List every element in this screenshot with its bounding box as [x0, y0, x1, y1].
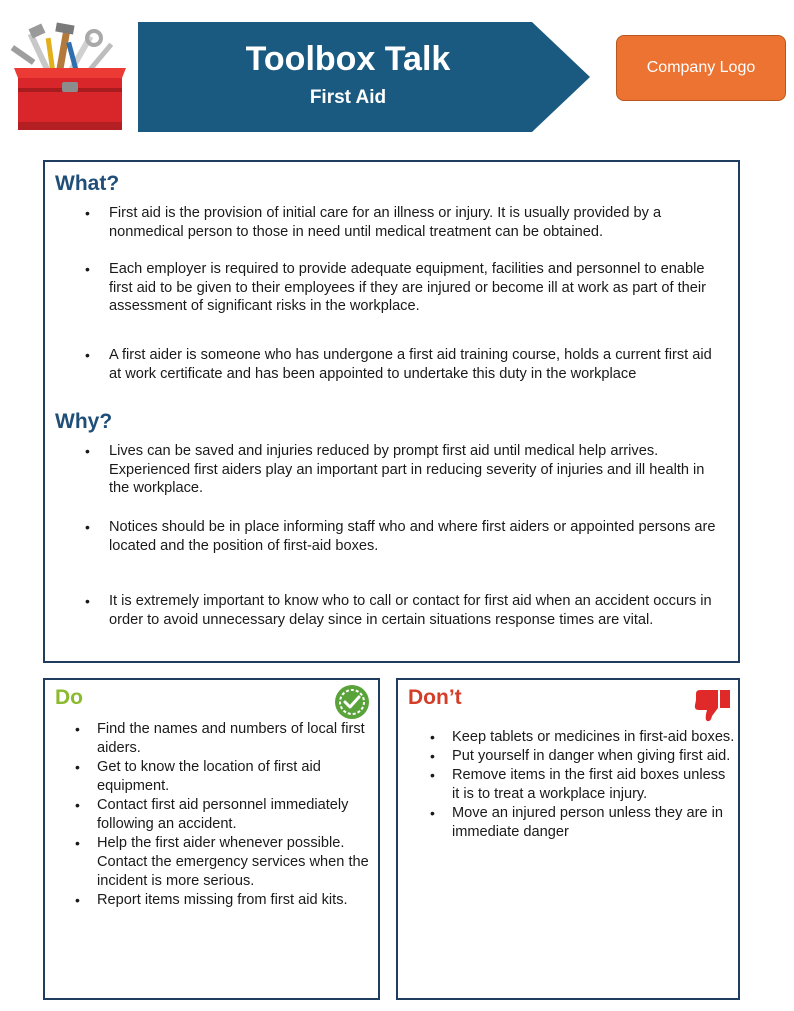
list-item: • Notices should be in place informing staff who and where first aiders or appointed persons are located and the position of first-aid boxes.	[85, 519, 716, 554]
list-item: • Get to know the location of first aid equipment.	[75, 759, 321, 794]
list-item: • Put yourself in danger when giving first aid.	[430, 748, 731, 764]
list-item: • Report items missing from first aid kits.	[75, 892, 348, 908]
do-section	[43, 678, 380, 1000]
bullet-icon: •	[430, 805, 435, 821]
bullet-icon: •	[85, 205, 90, 221]
page-title: Toolbox Talk	[245, 40, 451, 78]
do-heading: Do	[55, 686, 83, 709]
list-item: • Each employer is required to provide adequate equipment, facilities and personnel to enable first aid to be given to their employees if they are injured or become ill at work as part of their assessment of significant risks in the workplace.	[85, 261, 707, 314]
list-item: • A first aider is someone who has undergone a first aid training course, holds a current first aid at work certificate and has been appointed to undertake this duty in the workplace	[85, 347, 712, 382]
bullet-icon: •	[85, 519, 90, 535]
bullet-icon: •	[85, 347, 90, 363]
dont-section	[396, 678, 740, 1000]
why-heading: Why?	[55, 410, 113, 433]
dont-list	[426, 728, 736, 842]
list-item: • Help the first aider whenever possible. Contact the emergency services when the incident is more serious.	[75, 835, 369, 889]
bullet-icon: •	[430, 767, 435, 783]
bullet-icon: •	[75, 835, 80, 851]
thumbs-down-icon	[692, 686, 732, 726]
bullet-icon: •	[75, 759, 80, 775]
bullet-icon: •	[85, 261, 90, 277]
bullet-icon: •	[85, 593, 90, 609]
list-item: • Remove items in the first aid boxes unless it is to treat a workplace injury.	[430, 767, 726, 802]
bullet-icon: •	[75, 892, 80, 908]
bullet-icon: •	[430, 748, 435, 764]
title-banner	[138, 22, 590, 132]
what-why-section	[43, 160, 740, 663]
list-item: • Find the names and numbers of local first aiders.	[75, 721, 365, 756]
bullet-icon: •	[85, 443, 90, 459]
what-heading: What?	[55, 172, 120, 195]
dont-heading: Don’t	[408, 686, 462, 709]
check-circle-icon	[334, 684, 370, 720]
list-item: • Move an injured person unless they are in immediate danger	[430, 805, 723, 840]
bullet-icon: •	[430, 729, 435, 745]
bullet-icon: •	[75, 721, 80, 737]
company-logo-placeholder[interactable]: Company Logo	[616, 35, 786, 101]
list-item: • Keep tablets or medicines in first-aid boxes.	[430, 729, 735, 745]
list-item: • It is extremely important to know who to call or contact for first aid when an accident occurs in order to avoid unnecessary delay since in certain situations response times are vital.	[85, 593, 712, 628]
list-item: • First aid is the provision of initial care for an illness or injury. It is usually provided by a nonmedical person to those in need until medical treatment can be obtained.	[85, 205, 662, 240]
do-list	[71, 720, 381, 910]
toolbox-image	[8, 22, 130, 134]
list-item: • Contact first aid personnel immediately following an accident.	[75, 797, 349, 832]
page-subtitle: First Aid	[309, 87, 387, 108]
bullet-icon: •	[75, 797, 80, 813]
list-item: • Lives can be saved and injuries reduced by prompt first aid until medical help arrives. Experienced first aiders play an important part in reducing severity of injuries and ill health in the workplace.	[85, 443, 705, 496]
